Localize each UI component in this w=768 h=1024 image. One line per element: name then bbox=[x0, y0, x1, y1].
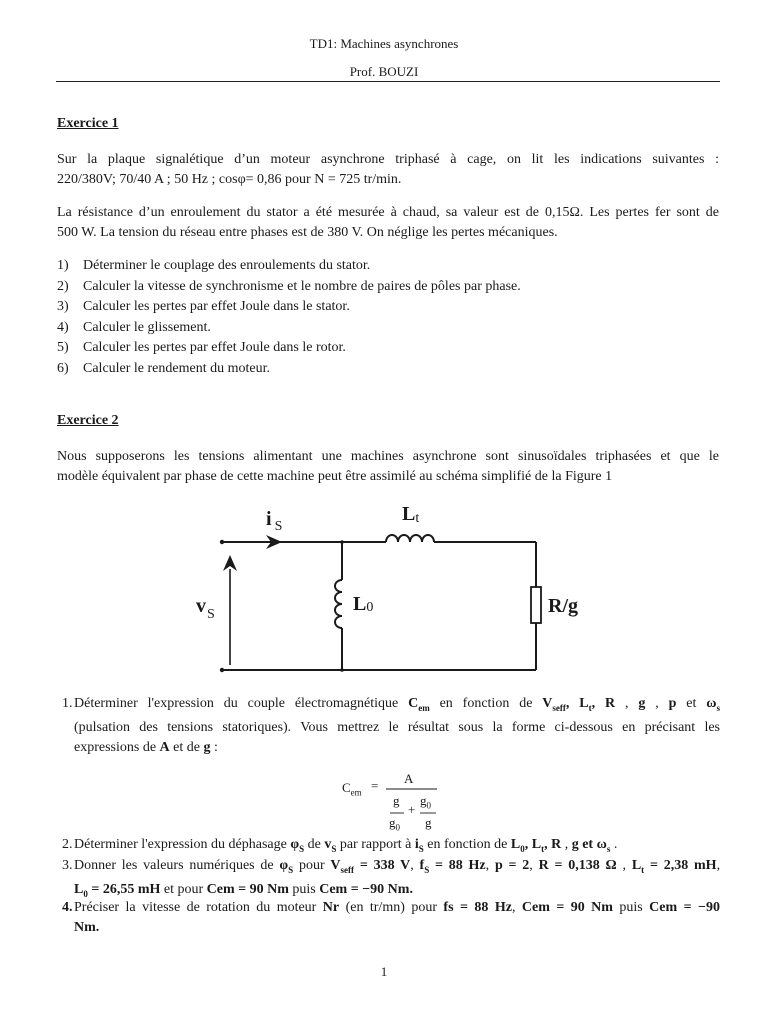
exercise-1-questions bbox=[57, 256, 521, 380]
item-text: Calculer les pertes par effet Joule dans le stator. bbox=[83, 299, 350, 315]
exercise-1-paragraph-1 bbox=[57, 150, 719, 190]
formula-frac2-num: $g_0$ bbox=[420, 793, 431, 811]
paragraph-line: 220/380V; 70/40 A ; 50 Hz ; cosφ= 0,86 pour N = 725 tr/min. bbox=[57, 172, 402, 187]
exercise-1-heading: Exercice 1 bbox=[57, 116, 119, 131]
formula-equals: = bbox=[371, 778, 379, 793]
item-number: 3) bbox=[57, 299, 69, 315]
rotor-resistor-symbol bbox=[531, 587, 541, 623]
paragraph-line: La résistance d’un enroulement du stator a été mesurée à chaud, sa valeur est de 0,15Ω. Les pertes fer sont de bbox=[57, 205, 719, 220]
list-item bbox=[57, 297, 521, 318]
shunt-inductor-symbol bbox=[335, 580, 342, 628]
header-rule bbox=[56, 81, 720, 82]
question-line: Déterminer l'expression du couple électromagnétique $C_{em}$ en fonction de $V_{seff}$, $L_t$, R , g , p et $\omega_s$ bbox=[74, 696, 721, 713]
node-bottom bbox=[340, 668, 344, 672]
equivalent-circuit-figure bbox=[190, 495, 590, 695]
item-text: Déterminer le couplage des enroulements du stator. bbox=[83, 258, 371, 273]
formula-plus: + bbox=[408, 802, 416, 817]
item-number: 1) bbox=[57, 258, 69, 273]
question-line: (pulsation des tensions statoriques). Vous mettrez le résultat sous la forme ci-dessous en précisant les bbox=[74, 719, 720, 735]
item-text: Calculer le glissement. bbox=[83, 319, 211, 335]
question-number: 3. bbox=[62, 858, 73, 873]
exercise-2-intro bbox=[57, 447, 719, 487]
question-line: Préciser la vitesse de rotation du moteur Nr (en tr/mn) pour fs = 88 Hz, Cem = 90 Nm puis Cem = −90 bbox=[74, 900, 720, 915]
paragraph-line: Sur la plaque signalétique d’un moteur asynchrone triphasé à cage, on lit les indications suivantes : bbox=[57, 152, 719, 167]
terminal-top bbox=[220, 540, 224, 544]
list-item bbox=[57, 359, 521, 380]
item-number: 4) bbox=[57, 319, 69, 335]
question-line: expressions de A et de g : bbox=[74, 739, 218, 755]
formula-frac1-den: $g_0$ bbox=[389, 815, 400, 833]
paragraph-line: 500 W. La tension du réseau entre phases est de 380 V. On néglige les pertes mécaniques. bbox=[57, 225, 558, 240]
question-number: 4. bbox=[62, 900, 73, 915]
question-body bbox=[74, 694, 720, 758]
page-number: 1 bbox=[380, 964, 388, 979]
question-line: Nm. bbox=[74, 920, 100, 935]
list-item bbox=[57, 256, 521, 277]
paragraph-line: modèle équivalent par phase de cette machine peut être assimilé au schéma simplifié de la Figure 1 bbox=[57, 469, 613, 484]
item-text: Calculer le rendement du moteur. bbox=[83, 360, 270, 376]
item-text: Calculer la vitesse de synchronisme et le nombre de paires de pôles par phase. bbox=[83, 278, 521, 294]
list-item bbox=[57, 338, 521, 359]
question-number: 1. bbox=[62, 696, 73, 711]
question-body bbox=[74, 856, 720, 904]
list-item bbox=[57, 277, 521, 298]
header-professor: Prof. BOUZI bbox=[349, 64, 419, 79]
question-line: $L_0 = 26,55$ mH et pour Cem = 90 Nm puis Cem = −90 Nm. bbox=[74, 881, 413, 899]
series-inductor-symbol bbox=[386, 535, 434, 542]
rotor-resistor-label: R/g bbox=[548, 595, 578, 617]
series-inductor-label: Lt bbox=[402, 503, 420, 526]
question-number: 2. bbox=[62, 837, 73, 852]
voltage-arrow-head bbox=[223, 555, 237, 571]
exercise-2-heading: Exercice 2 bbox=[57, 413, 119, 428]
formula-numerator: A bbox=[404, 771, 414, 786]
terminal-bottom bbox=[220, 668, 224, 672]
question-line: Déterminer l'expression du déphasage $\varphi_S$ de $v_S$ par rapport à $i_S$ en fonction de $L_0$, $L_t$, R , g et $\omega_s$ . bbox=[74, 837, 618, 854]
item-number: 5) bbox=[57, 340, 69, 356]
formula-frac1-num: g bbox=[393, 793, 400, 808]
formula-lhs-text: $C_{em}$ bbox=[342, 780, 362, 798]
formula-frac2-den: g bbox=[425, 815, 432, 830]
item-number: 2) bbox=[57, 278, 69, 294]
question-line: Donner les valeurs numériques de $\varphi_S$ pour $V_{seff} = 338$ V, $f_S = 88$ Hz, p = 2, R = 0,138 Ω , $L_t = 2,38$ mH, bbox=[74, 858, 721, 875]
item-number: 6) bbox=[57, 360, 69, 376]
shunt-inductor-label: L0 bbox=[353, 593, 374, 615]
voltage-label: $v_S$ bbox=[196, 595, 215, 622]
question-body bbox=[74, 898, 720, 938]
paragraph-line: Nous supposerons les tensions alimentant une machines asynchrone sont sinusoïdales triphasées et que le bbox=[57, 449, 719, 464]
node-top bbox=[340, 540, 344, 544]
item-text: Calculer les pertes par effet Joule dans le rotor. bbox=[83, 340, 346, 356]
exercise-1-paragraph-2 bbox=[57, 203, 719, 243]
header-title: TD1: Machines asynchrones bbox=[309, 36, 459, 51]
list-item bbox=[57, 318, 521, 339]
current-label: i $_S$ bbox=[266, 508, 283, 534]
